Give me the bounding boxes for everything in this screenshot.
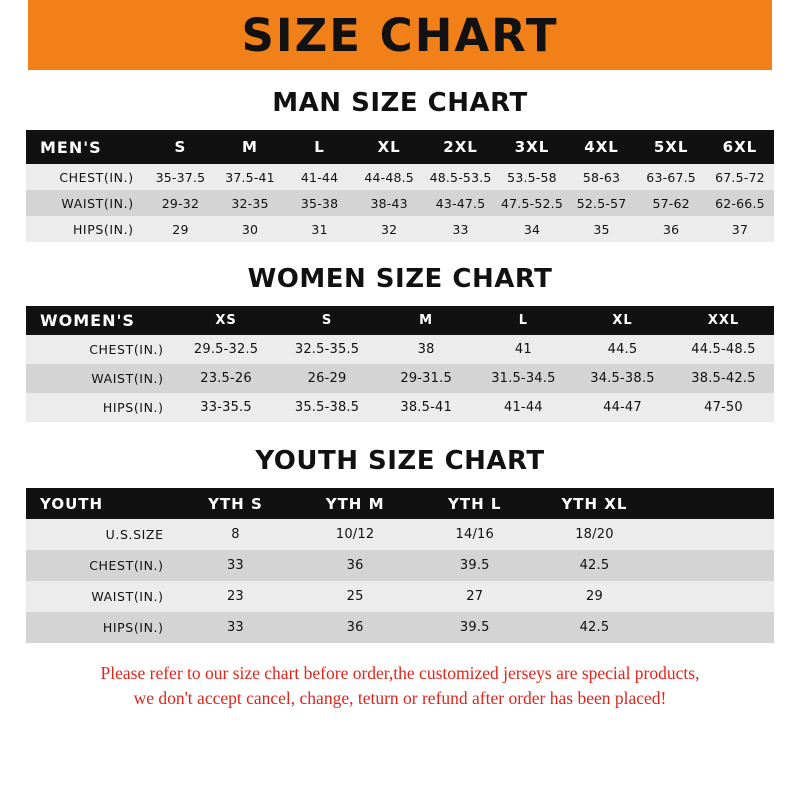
women-r2-c4: 41-44: [503, 400, 543, 415]
man-r2-c3: 31: [311, 221, 328, 237]
man-r1-c1: 29-32: [161, 195, 200, 211]
youth-header-cell-1: YTH S: [208, 494, 263, 513]
women-r2-c6: 47-50: [704, 400, 743, 415]
youth-r3-c1: 33: [226, 620, 244, 635]
women-r2-c0: HIPS(IN.): [102, 400, 164, 415]
women-header-cell-5: XL: [612, 313, 633, 328]
man-r2-c7: 35: [593, 221, 610, 237]
youth-r1-c4: 42.5: [579, 558, 610, 573]
youth-r2-c2: 25: [346, 589, 364, 604]
youth-header-cell-2: YTH M: [325, 494, 385, 513]
youth-r3-c0: HIPS(IN.): [102, 620, 164, 635]
man-r2-c4: 32: [380, 221, 398, 237]
man-header-cell-6: 3XL: [514, 138, 550, 156]
page-title: SIZE CHART: [241, 8, 559, 62]
women-r2-c3: 38.5-41: [400, 400, 452, 415]
women-r1-c4: 31.5-34.5: [491, 371, 556, 386]
man-header-cell-2: M: [242, 138, 258, 156]
women-r2-c2: 35.5-38.5: [294, 400, 360, 415]
table-row: [26, 393, 774, 422]
man-r0-c6: 53.5-58: [507, 169, 557, 185]
man-r2-c9: 37: [731, 221, 749, 237]
women-header-cell-1: XS: [215, 313, 237, 328]
man-r1-c8: 57-62: [652, 195, 690, 211]
youth-r3-c2: 36: [346, 620, 364, 635]
order-policy-note: [0, 661, 800, 712]
man-r1-c5: 43-47.5: [435, 195, 486, 211]
man-header-cell-3: L: [314, 138, 325, 156]
women-r0-c6: 44.5-48.5: [691, 342, 756, 357]
table-row: [26, 519, 774, 550]
youth-size-table: [26, 488, 774, 643]
man-r0-c2: 37.5-41: [225, 169, 275, 185]
table-row: [26, 216, 774, 242]
youth-r0-c4: 18/20: [575, 527, 614, 542]
women-r2-c5: 44-47: [603, 400, 642, 415]
youth-r2-c4: 29: [585, 589, 603, 604]
man-header-cell-9: 6XL: [722, 138, 758, 156]
man-r1-c3: 35-38: [300, 195, 339, 211]
man-r2-c8: 36: [662, 221, 680, 237]
youth-r2-c5: [654, 581, 774, 612]
man-r1-c4: 38-43: [370, 195, 408, 211]
youth-r1-c0: CHEST(IN.): [89, 558, 164, 573]
women-r0-c4: 41: [514, 342, 532, 357]
women-r1-c3: 29-31.5: [400, 371, 452, 386]
women-r1-c6: 38.5-42.5: [691, 371, 756, 386]
youth-header-cell-0: YOUTH: [40, 494, 104, 513]
women-r2-c1: 33-35.5: [200, 400, 252, 415]
man-table-wrap: [0, 130, 800, 242]
youth-r0-c0: U.S.SIZE: [105, 527, 164, 542]
man-header-cell-5: 2XL: [443, 138, 478, 156]
youth-r1-c2: 36: [346, 558, 364, 573]
youth-r0-c5: [654, 519, 774, 550]
women-header-cell-2: S: [321, 313, 333, 328]
youth-r0-c1: 8: [231, 527, 240, 542]
youth-r1-c1: 33: [226, 558, 244, 573]
youth-table-wrap: [0, 488, 800, 643]
table-row: [26, 550, 774, 581]
note-line-2: we don't accept cancel, change, teturn or refund after order has been placed!: [133, 688, 667, 709]
youth-section-title: YOUTH SIZE CHART: [255, 446, 545, 476]
man-r1-c9: 62-66.5: [715, 195, 765, 211]
table-row: [26, 612, 774, 643]
man-r0-c0: CHEST(IN.): [59, 169, 134, 185]
youth-r2-c3: 27: [466, 589, 484, 604]
man-r2-c1: 29: [172, 221, 189, 237]
women-r0-c5: 44.5: [607, 342, 638, 357]
man-r0-c4: 44-48.5: [364, 169, 414, 185]
man-header-cell-0: MEN'S: [40, 137, 102, 157]
man-r0-c3: 41-44: [300, 169, 339, 185]
man-header-cell-4: XL: [377, 138, 401, 156]
header-banner: [0, 0, 800, 70]
youth-r0-c2: 10/12: [335, 527, 375, 542]
man-r1-c7: 52.5-57: [576, 195, 627, 211]
women-r0-c0: CHEST(IN.): [89, 342, 164, 357]
youth-table-header-row: [26, 488, 774, 519]
table-row: [26, 335, 774, 364]
man-r0-c7: 58-63: [582, 169, 621, 185]
man-r0-c1: 35-37.5: [155, 169, 206, 185]
youth-r3-c4: 42.5: [579, 620, 610, 635]
women-r0-c1: 29.5-32.5: [193, 342, 259, 357]
man-table-header-row: [26, 130, 774, 164]
women-r1-c0: WAIST(IN.): [91, 371, 164, 386]
man-r2-c2: 30: [241, 221, 259, 237]
table-row: [26, 581, 774, 612]
women-r1-c2: 26-29: [307, 371, 347, 386]
youth-header-cell-3: YTH L: [448, 494, 502, 513]
youth-header-cell-5: [654, 488, 774, 519]
women-header-cell-3: M: [419, 313, 434, 328]
youth-r1-c3: 39.5: [459, 558, 490, 573]
youth-header-cell-4: YTH XL: [561, 494, 628, 513]
women-table-header-row: [26, 306, 774, 335]
youth-r3-c3: 39.5: [459, 620, 490, 635]
man-r1-c6: 47.5-52.5: [501, 195, 563, 211]
note-line-1: Please refer to our size chart before order,the customized jerseys are special products,: [100, 663, 700, 683]
women-r1-c1: 23.5-26: [200, 371, 252, 386]
man-r0-c5: 48.5-53.5: [429, 169, 492, 185]
man-r2-c6: 34: [523, 221, 541, 237]
table-row: [26, 364, 774, 393]
women-header-cell-0: WOMEN'S: [40, 311, 135, 330]
man-r0-c8: 63-67.5: [646, 169, 696, 185]
man-size-table: [26, 130, 774, 242]
man-r2-c5: 33: [452, 221, 469, 237]
youth-r0-c3: 14/16: [455, 527, 494, 542]
youth-r2-c1: 23: [226, 589, 244, 604]
man-header-cell-1: S: [174, 138, 187, 156]
table-row: [26, 190, 774, 216]
youth-r3-c5: [654, 612, 774, 643]
women-r0-c2: 32.5-35.5: [294, 342, 360, 357]
women-section-title: WOMEN SIZE CHART: [247, 264, 553, 294]
women-header-cell-6: XXL: [707, 313, 740, 328]
youth-r1-c5: [654, 550, 774, 581]
man-header-cell-8: 5XL: [653, 138, 689, 156]
women-size-table: [26, 306, 774, 422]
man-r0-c9: 67.5-72: [715, 169, 765, 185]
youth-r2-c0: WAIST(IN.): [91, 589, 164, 604]
man-r1-c0: WAIST(IN.): [61, 195, 134, 211]
women-header-cell-4: L: [518, 313, 529, 328]
women-r0-c3: 38: [417, 342, 435, 357]
man-r2-c0: HIPS(IN.): [72, 221, 134, 237]
man-header-cell-7: 4XL: [584, 138, 619, 156]
women-table-wrap: [0, 306, 800, 422]
table-row: [26, 164, 774, 190]
man-r1-c2: 32-35: [231, 195, 269, 211]
women-r1-c5: 34.5-38.5: [590, 371, 655, 386]
man-section-title: MAN SIZE CHART: [272, 88, 528, 118]
